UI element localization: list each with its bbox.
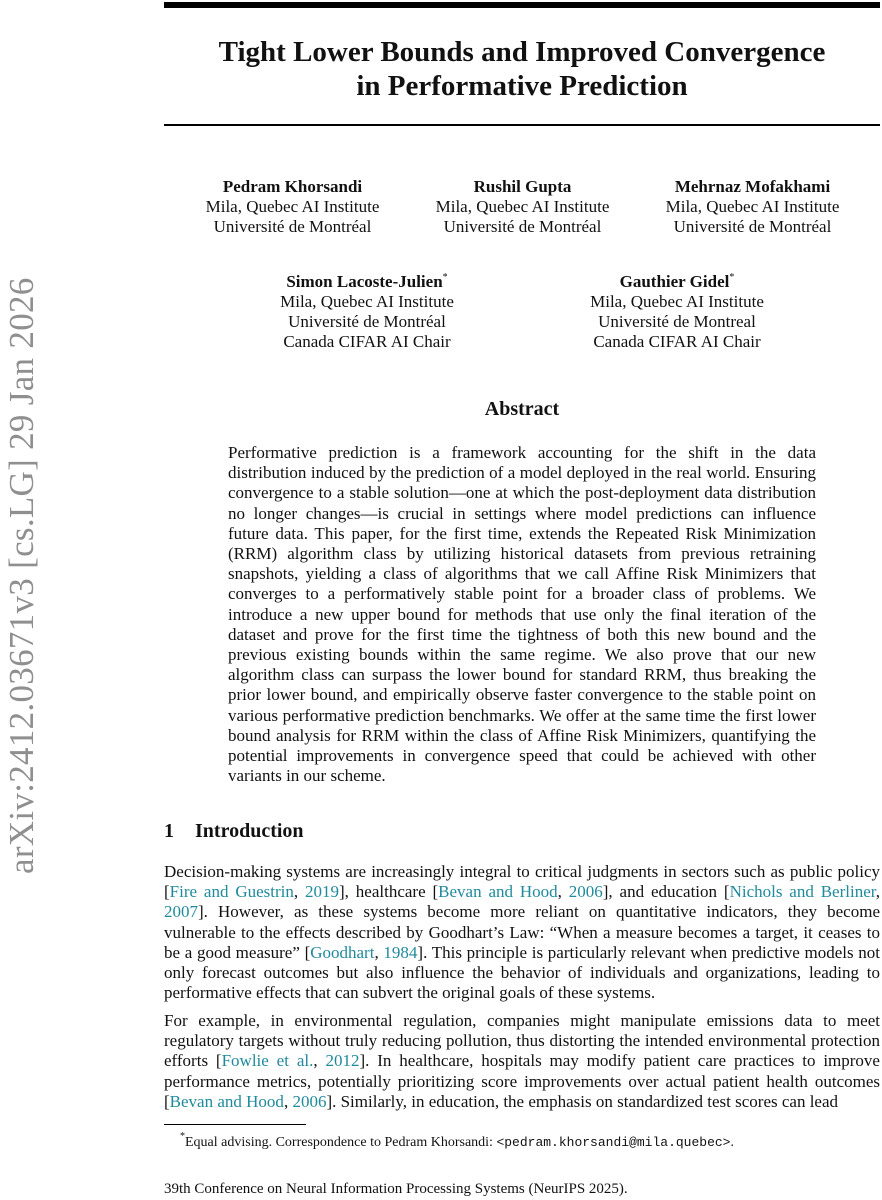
section-heading — [164, 820, 304, 843]
equal-advising-mark: * — [729, 272, 735, 283]
title-line-2: in Performative Prediction — [356, 70, 688, 102]
author-affiliation: Mila, Quebec AI Institute — [205, 197, 380, 216]
citation-link[interactable]: Goodhart — [310, 942, 375, 962]
author-name: Pedram Khorsandi — [222, 177, 363, 196]
intro-paragraph-1: Decision-making systems are increasingly integral to critical judgments in sectors such as public policy [Fire and Guestrin, 2019], healthcare [Bevan and Hood, 2006], and education [Nichols and Berliner, 2007]. However, as these systems become more reliant on quantitative indicators, they become vulnerable to the effects described by Goodhart’s Law: “When a measure becomes a target, it ceases to be a good measure” [Goodhart, 1984]. This principle is particularly relevant when predictive models not only forecast outcomes but also influence the behavior of individuals and organizations, leading to performative effects that can subvert the original goals of these systems. — [164, 862, 880, 1003]
paper-title — [164, 35, 880, 103]
citation-link[interactable]: Fire and Guestrin — [169, 882, 294, 902]
section-number: 1 — [164, 820, 174, 842]
footnote-mark: * — [180, 1131, 185, 1142]
author-block — [572, 268, 782, 352]
footnote-text: Equal advising. Correspondence to Pedram Khorsandi: — [185, 1135, 497, 1150]
author-affiliation: Université de Montréal — [673, 217, 832, 236]
author-affiliation: Canada CIFAR AI Chair — [283, 332, 451, 351]
author-name: Simon Lacoste-Julien* — [286, 272, 448, 291]
author-affiliation: Mila, Quebec AI Institute — [665, 197, 840, 216]
citation-link[interactable]: Fowlie et al. — [221, 1051, 314, 1071]
author-affiliation: Canada CIFAR AI Chair — [593, 332, 761, 351]
intro-paragraph-2: For example, in environmental regulation, companies might manipulate emissions data to meet regulatory targets without truly reducing pollution, thus distorting the intended environmental protection efforts [Fowlie et al., 2012]. In healthcare, hospitals may modify patient care practices to improve performance metrics, potentially prioritizing score improvements over actual patient health outcomes [Bevan and Hood, 2006]. Similarly, in education, the emphasis on standardized test scores can lead — [164, 1011, 880, 1111]
footnote-rule — [164, 1124, 306, 1125]
author-block — [262, 268, 472, 352]
author-affiliation: Mila, Quebec AI Institute — [280, 292, 454, 311]
author-block — [190, 177, 395, 237]
arxiv-identifier-sidebar: arXiv:2412.03671v3 [cs.LG] 29 Jan 2026 — [2, 277, 41, 874]
citation-year-link[interactable]: 2007 — [164, 902, 198, 922]
author-name: Gauthier Gidel* — [619, 272, 735, 291]
author-affiliation: Université de Montréal — [443, 217, 602, 236]
citation-year-link[interactable]: 2006 — [568, 882, 603, 902]
section-title: Introduction — [195, 820, 304, 842]
citation-link[interactable]: Nichols and Berliner — [729, 882, 876, 902]
abstract-body: Performative prediction is a framework accounting for the shift in the data distribution induced by the prediction of a model deployed in the real world. Ensuring convergence to a stable solution—one at which the post-deployment data distribution no longer changes—is crucial in settings where model predictions can influence future data. This paper, for the first time, extends the Repeated Risk Minimization (RRM) algorithm class by utilizing historical datasets from previous retraining snapshots, yielding a class of algorithms that we call Affine Risk Minimizers that converges to a performatively stable point for a broader class of problems. We introduce a new upper bound for methods that use only the final iteration of the dataset and prove for the first time the tightness of both this new bound and the previous existing bounds within the same regime. We also prove that our new algorithm class can surpass the lower bound for standard RRM, thus breaking the prior lower bound, and empirically observe faster convergence to the stable point on various performative prediction benchmarks. We offer at the same time the first lower bound analysis for RRM within the class of Affine Risk Minimizers, quantifying the potential improvements in convergence speed that could be achieved with other variants in our scheme. — [228, 443, 816, 786]
title-bottom-rule — [164, 124, 880, 126]
author-affiliation: Mila, Quebec AI Institute — [590, 292, 764, 311]
footnote: *Equal advising. Correspondence to Pedram Khorsandi: <pedram.khorsandi@mila.quebec>. — [180, 1131, 734, 1150]
author-affiliation: Université de Montreal — [598, 312, 756, 331]
equal-advising-mark: * — [442, 272, 448, 283]
abstract-heading: Abstract — [484, 398, 560, 420]
citation-year-link[interactable]: 2012 — [325, 1051, 360, 1071]
citation-year-link[interactable]: 1984 — [383, 942, 418, 962]
citation-year-link[interactable]: 2006 — [292, 1091, 327, 1111]
title-line-1: Tight Lower Bounds and Improved Convergence — [218, 36, 826, 68]
citation-link[interactable]: Bevan and Hood — [169, 1091, 284, 1111]
title-top-rule — [164, 2, 880, 8]
author-affiliation: Université de Montréal — [213, 217, 372, 236]
author-affiliation: Université de Montréal — [288, 312, 446, 331]
conference-venue: 39th Conference on Neural Information Processing Systems (NeurIPS 2025). — [164, 1181, 628, 1197]
author-block — [650, 177, 855, 237]
author-name: Rushil Gupta — [473, 177, 572, 196]
correspondence-email[interactable]: <pedram.khorsandi@mila.quebec> — [496, 1135, 731, 1150]
author-block — [420, 177, 625, 237]
author-name: Mehrnaz Mofakhami — [674, 177, 831, 196]
citation-link[interactable]: Bevan and Hood — [438, 882, 558, 902]
author-affiliation: Mila, Quebec AI Institute — [435, 197, 610, 216]
citation-year-link[interactable]: 2019 — [305, 882, 340, 902]
